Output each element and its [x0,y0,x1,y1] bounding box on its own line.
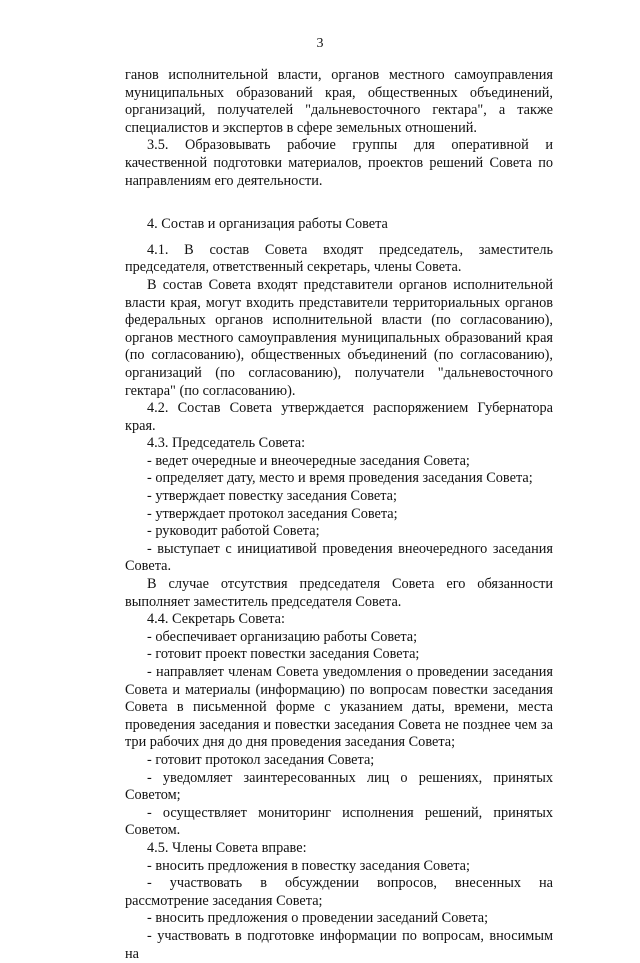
list-item: - направляет членам Совета уведомления о проведении заседания Совета и материалы (информацию) по вопросам повестки заседания Совета в письменной форме с указанием даты, времени, места проведения заседания и повестки заседания Совета не позднее чем за три рабочих дня до дня проведения заседания Совета; [125,664,553,751]
paragraph-3-5: 3.5. Образовывать рабочие группы для оперативной и качественной подготовки материалов, проектов решений Совета по направлениям его деятельности. [125,137,553,189]
list-item: - участвовать в подготовке информации по вопросам, вносимым на [125,927,553,962]
section-heading-4: 4. Состав и организация работы Совета [147,216,388,233]
list-item: - утверждает повестку заседания Совета; [147,488,397,505]
list-item: - ведет очередные и внеочередные заседания Совета; [147,452,470,469]
page-number: 3 [316,36,324,51]
paragraph-4-2: 4.2. Состав Совета утверждается распоряжением Губернатора края. [125,400,553,434]
list-item: - готовит проект повестки заседания Совета; [147,646,420,663]
list-item: - обеспечивает организацию работы Совета; [147,628,418,645]
list-item: - утверждает протокол заседания Совета; [147,505,398,522]
list-item: - осуществляет мониторинг исполнения решений, принятых Советом. [125,804,553,839]
paragraph-chair-absence: В случае отсутствия председателя Совета его обязанности выполняет заместитель председателя Совета. [125,576,553,610]
paragraph-council-composition: В состав Совета входят представители органов исполнительной власти края, могут входить представители территориальных органов федеральных органов исполнительной власти (по согласованию), органов местного самоуправления муниципальных образований края (по согласованию), общественных объединений (по согласованию), организаций (по согласованию), получатели "дальневосточного гектара" (по согласованию). [125,276,553,399]
paragraph-continuation: ганов исполнительной власти, органов местного самоуправления муниципальных образований края, общественных объединений, организаций, получателей "дальневосточного гектара", а также специалистов и экспертов в сфере земельных отношений. [125,67,553,136]
list-item: - руководит работой Совета; [147,523,320,540]
list-item: - определяет дату, место и время проведения заседания Совета; [147,470,533,487]
paragraph-4-3: 4.3. Председатель Совета: [147,435,306,452]
document-body [125,67,553,963]
paragraph-4-1: 4.1. В состав Совета входят председатель, заместитель председателя, ответственный секретарь, члены Совета. [125,241,553,276]
list-item: - уведомляет заинтересованных лиц о решениях, принятых Советом; [125,769,553,804]
list-item: - участвовать в обсуждении вопросов, внесенных на рассмотрение заседания Совета; [125,875,553,909]
list-item: - вносить предложения в повестку заседания Совета; [147,857,470,874]
list-item: - выступает с инициативой проведения внеочередного заседания Совета. [125,540,553,575]
paragraph-4-4: 4.4. Секретарь Совета: [147,611,285,628]
list-item: - готовит протокол заседания Совета; [147,751,375,768]
list-item: - вносить предложения о проведении заседаний Совета; [147,910,489,927]
paragraph-4-5: 4.5. Члены Совета вправе: [147,839,307,856]
